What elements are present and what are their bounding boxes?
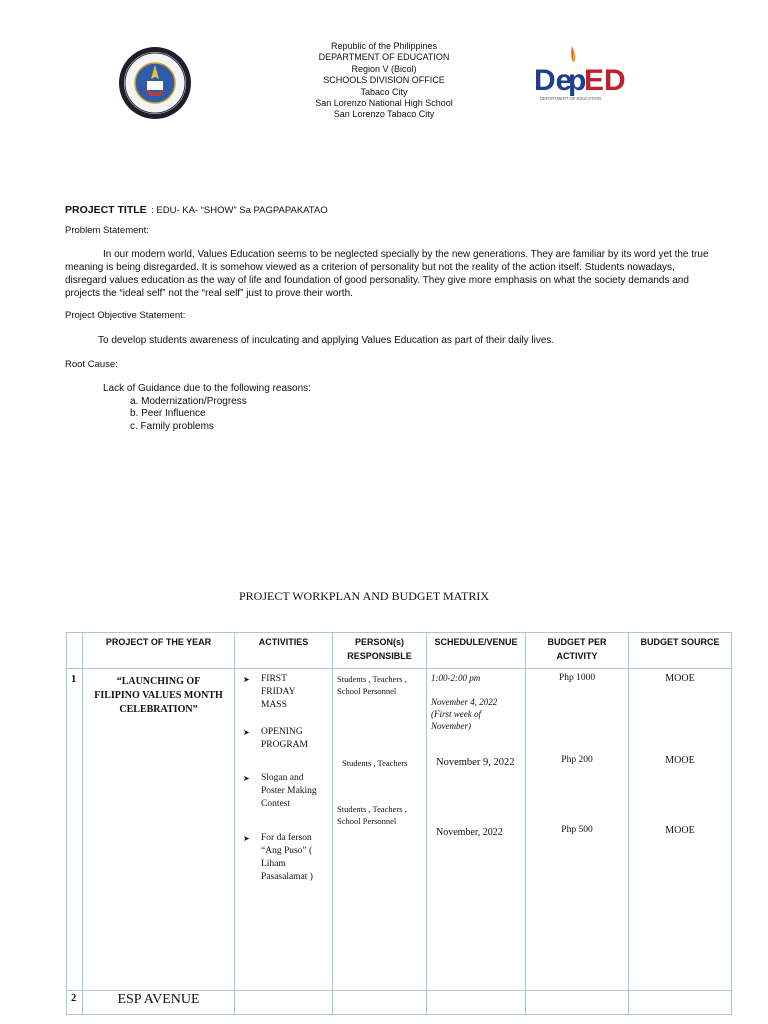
row-activities xyxy=(235,669,333,991)
activity-item: ➤ FIRST FRIDAY MASS xyxy=(235,673,317,712)
problem-label: Problem Statement: xyxy=(65,225,149,236)
row-number: 1 xyxy=(67,669,83,991)
table-row xyxy=(67,669,732,991)
header-line-5: Tabaco City xyxy=(360,87,408,97)
arrow-bullet-icon: ➤ xyxy=(243,774,250,783)
header-line-4: SCHOOLS DIVISION OFFICE xyxy=(323,75,445,85)
table-header-row xyxy=(67,633,732,669)
schedule-date: November 4, 2022 (First week of November) xyxy=(431,697,498,731)
objective-text: To develop students awareness of inculcating and applying Values Education as part of their daily lives. xyxy=(98,335,555,346)
arrow-bullet-icon: ➤ xyxy=(243,728,250,737)
root-cause-item-c: c. Family problems xyxy=(130,421,214,432)
header-line-7: San Lorenzo Tabaco City xyxy=(333,109,435,119)
matrix-title: PROJECT WORKPLAN AND BUDGET MATRIX xyxy=(238,589,490,603)
svg-text:De: De xyxy=(534,64,573,97)
person-entry: Students , Teachers , School Personnel xyxy=(337,804,407,826)
budget-source: MOOE xyxy=(665,825,695,836)
budget-source: MOOE xyxy=(665,755,695,766)
root-cause-intro: Lack of Guidance due to the following reasons: xyxy=(103,383,311,394)
row-source xyxy=(629,669,732,991)
budget-value: Php 500 xyxy=(561,825,593,835)
root-cause-item-b: b. Peer Influence xyxy=(130,408,206,419)
row-number: 2 xyxy=(67,991,83,1015)
activity-item: ➤ Slogan and Poster Making Contest xyxy=(235,772,317,811)
activity-item: ➤ For da ferson “Ang Puso” ( Liham Pasasalamat ) xyxy=(235,832,317,884)
budget-value: Php 1000 xyxy=(558,673,596,683)
root-cause-item-a: a. Modernization/Progress xyxy=(130,396,247,407)
header-line-1: Republic of the Philippines xyxy=(330,41,438,51)
arrow-bullet-icon: ➤ xyxy=(243,675,250,684)
schedule-time: 1:00-2:00 pm xyxy=(431,673,481,683)
workplan-budget-table xyxy=(66,632,732,1015)
header-line-3: Region V (Bicol) xyxy=(351,64,417,74)
col-header-activities: ACTIVITIES xyxy=(235,633,333,669)
row-budget xyxy=(526,669,629,991)
row-project: ESP AVENUE xyxy=(83,991,235,1015)
col-header-project: PROJECT OF THE YEAR xyxy=(83,633,235,669)
table-row xyxy=(67,991,732,1015)
person-entry: Students , Teachers , School Personnel xyxy=(337,674,407,696)
person-entry: Students , Teachers xyxy=(342,758,408,768)
col-header-num xyxy=(67,633,83,669)
row-project: “LAUNCHING OF FILIPINO VALUES MONTH CELEBRATION” xyxy=(83,669,235,991)
project-title-label: PROJECT TITLE xyxy=(65,204,147,216)
activity-item: ➤ OPENING PROGRAM xyxy=(235,726,317,752)
col-header-budget: BUDGET PER ACTIVITY xyxy=(526,633,629,669)
col-header-source: BUDGET SOURCE xyxy=(629,633,732,669)
col-header-schedule: SCHEDULE/VENUE xyxy=(427,633,526,669)
svg-text:p: p xyxy=(568,64,587,97)
row-schedule xyxy=(427,669,526,991)
problem-text: In our modern world, Values Education seems to be neglected specially by the new generations. They are familiar by its word yet the true meaning is being disregarded. It is somehow viewed as a criterion of personality but not the reality of the action itself. Students nowadays, disregard values education as the way of life and foundation of good personality. They give more emphasis on what the society demands and projects the “ideal self” not the “real self” just to prove their worth. xyxy=(65,249,709,299)
header-line-6: San Lorenzo National High School xyxy=(315,98,453,108)
col-header-persons: PERSON(s) RESPONSIBLE xyxy=(333,633,427,669)
header-line-2: DEPARTMENT OF EDUCATION xyxy=(318,52,450,62)
svg-text:ED: ED xyxy=(584,64,626,97)
root-cause-label: Root Cause: xyxy=(65,359,118,370)
project-title-value: : EDU- KA- “SHOW” Sa PAGPAPAKATAO xyxy=(151,205,328,216)
row-persons xyxy=(333,669,427,991)
svg-text:DEPARTMENT OF EDUCATION: DEPARTMENT OF EDUCATION xyxy=(540,96,601,101)
objective-label: Project Objective Statement: xyxy=(65,310,186,321)
project-title xyxy=(65,200,328,218)
arrow-bullet-icon: ➤ xyxy=(243,834,250,843)
schedule-date: November 9, 2022 xyxy=(436,757,515,768)
budget-value: Php 200 xyxy=(561,755,593,765)
budget-source: MOOE xyxy=(665,673,695,684)
schedule-date: November, 2022 xyxy=(436,827,503,838)
